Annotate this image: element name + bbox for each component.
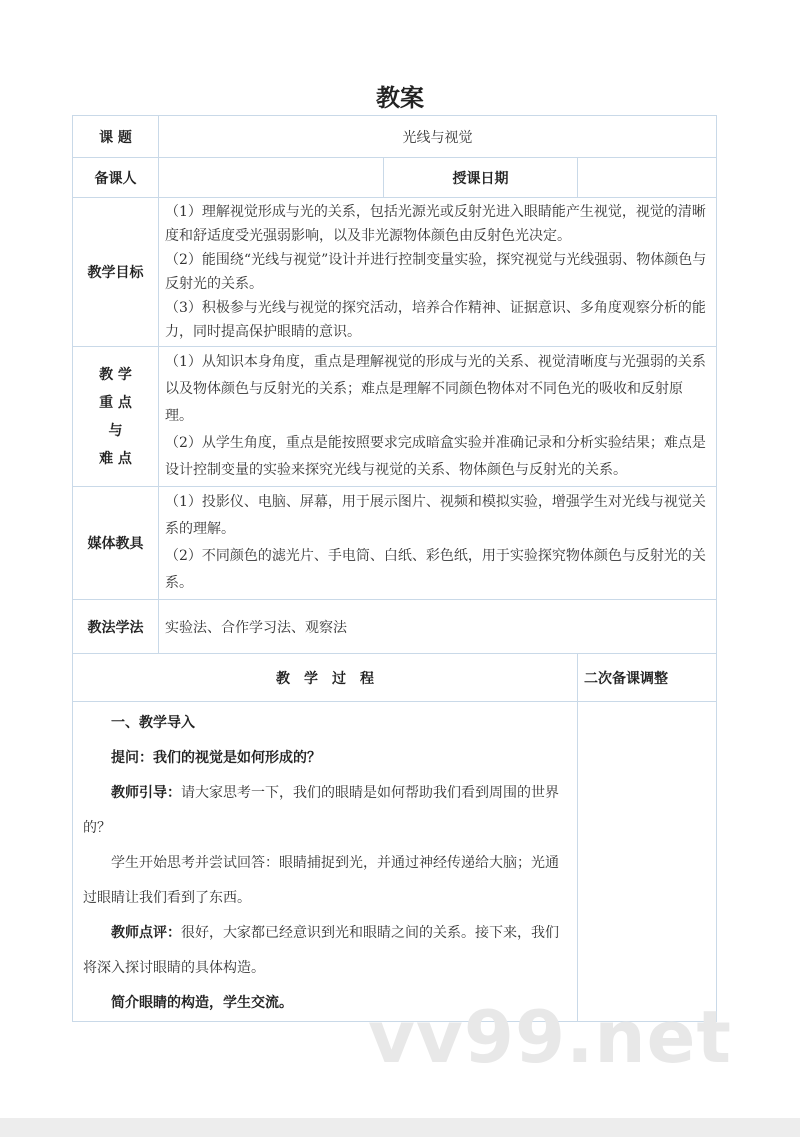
media-item: （2）不同颜色的滤光片、手电筒、白纸、彩色纸，用于实验探究物体颜色与反射光的关系。 xyxy=(165,548,706,591)
adjust-header: 二次备课调整 xyxy=(578,654,717,702)
methods-row xyxy=(73,600,717,654)
media-row xyxy=(73,487,717,600)
key-label-line: 重 点 xyxy=(99,394,132,411)
question: 提问：我们的视觉是如何形成的？ xyxy=(111,750,321,766)
comment-text: 很好，大家都已经意识到光和眼睛之间的关系。接下来，我们将深入探讨眼睛的具体构造。 xyxy=(83,925,559,976)
page-bottom-bar xyxy=(0,1118,800,1137)
key-point-item: （2）从学生角度，重点是能按照要求完成暗盒实验并准确记录和分析实验结果；难点是设计控制变量的实验来探究光线与视觉的关系、物体颜色与反射光的关系。 xyxy=(165,435,706,478)
key-label-line: 教 学 xyxy=(99,366,132,383)
goals-content xyxy=(159,198,717,347)
goal-item: （2）能围绕“光线与视觉”设计并进行控制变量实验，探究视觉与光线强弱、物体颜色与反射光的关系。 xyxy=(165,252,707,292)
media-item: （1）投影仪、电脑、屏幕，用于展示图片、视频和模拟实验，增强学生对光线与视觉关系的理解。 xyxy=(165,494,706,537)
methods-value: 实验法、合作学习法、观察法 xyxy=(159,600,717,654)
preparer-row xyxy=(73,158,717,198)
key-label-line: 与 xyxy=(108,422,123,439)
topic-value: 光线与视觉 xyxy=(159,116,717,158)
comment-label: 教师点评： xyxy=(111,925,181,941)
teacher-comment xyxy=(83,916,567,986)
process-header-row xyxy=(73,654,717,702)
watermark: vv99.net xyxy=(368,995,732,1079)
key-point-item: （1）从知识本身角度，重点是理解视觉的形成与光的关系、视觉清晰度与光强弱的关系以及物体颜色与反射光的关系；难点是理解不同颜色物体对不同色光的吸收和反射原理。 xyxy=(165,354,706,424)
goal-item: （1）理解视觉形成与光的关系，包括光源光或反射光进入眼睛能产生视觉，视觉的清晰度和舒适度受光强弱影响，以及非光源物体颜色由反射色光决定。 xyxy=(165,204,706,244)
key-label-line: 难 点 xyxy=(99,450,132,467)
process-header: 教 学 过 程 xyxy=(73,654,578,702)
lesson-plan-table xyxy=(72,115,717,1022)
teacher-guide xyxy=(83,776,567,846)
methods-label: 教法学法 xyxy=(73,600,159,654)
media-label: 媒体教具 xyxy=(73,487,159,600)
topic-row xyxy=(73,116,717,158)
key-points-row xyxy=(73,347,717,487)
process-content-row xyxy=(73,702,717,1022)
guide-label: 教师引导： xyxy=(111,785,181,801)
date-label: 授课日期 xyxy=(384,158,578,198)
topic-label: 课 题 xyxy=(73,116,159,158)
media-content xyxy=(159,487,717,600)
key-points-label xyxy=(73,347,159,487)
adjust-content xyxy=(578,702,717,1022)
document-title: 教案 xyxy=(376,84,424,112)
preparer-value xyxy=(159,158,384,198)
key-points-content xyxy=(159,347,717,487)
goals-row xyxy=(73,198,717,347)
section-heading: 一、教学导入 xyxy=(111,715,195,731)
date-value xyxy=(578,158,717,198)
guide-text: 请大家思考一下，我们的眼睛是如何帮助我们看到周围的世界的？ xyxy=(83,785,559,836)
eye-structure-intro: 简介眼睛的构造，学生交流。 xyxy=(111,995,293,1011)
student-answer: 学生开始思考并尝试回答：眼睛捕捉到光，并通过神经传递给大脑；光通过眼睛让我们看到了东西。 xyxy=(83,855,559,906)
goals-label: 教学目标 xyxy=(73,198,159,347)
preparer-label: 备课人 xyxy=(73,158,159,198)
goal-item: （3）积极参与光线与视觉的探究活动，培养合作精神、证据意识、多角度观察分析的能力，同时提高保护眼睛的意识。 xyxy=(165,300,706,340)
process-content xyxy=(73,702,578,1022)
